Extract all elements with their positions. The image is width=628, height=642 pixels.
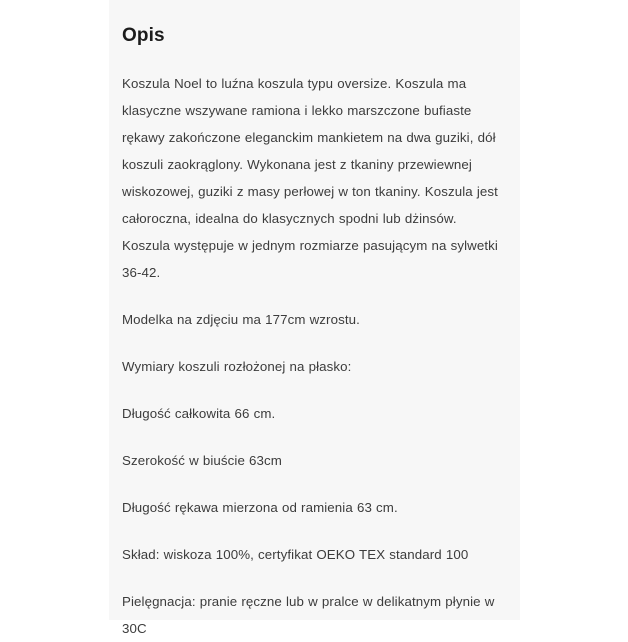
description-paragraph-model-height: Modelka na zdjęciu ma 177cm wzrostu. [122,312,360,327]
page-title: Opis [122,25,165,46]
description-paragraph-care: Pielęgnacja: pranie ręczne lub w pralce w delikatnym płynie w 30C [122,594,495,636]
description-panel [109,0,520,636]
description-paragraph-bust-width: Szerokość w biuście 63cm [122,453,282,468]
description-paragraph-intro: Koszula Noel to luźna koszula typu oversize. Koszula ma klasyczne wszywane ramiona i lekko marszczone bufiaste rękawy zakończone eleganckim mankietem na dwa guziki, dół koszuli zaokrąglony. Wykonana jest z tkaniny przewiewnej wiskozowej, guziki z masy perłowej w ton tkaniny. Koszula jest całoroczna, idealna do klasycznych spodni lub dżinsów. Koszula występuje w jednym rozmiarze pasującym na sylwetki 36-42. [122,76,498,280]
description-content [122,24,500,642]
description-paragraph-measurements-label: Wymiary koszuli rozłożonej na płasko: [122,359,352,374]
description-paragraph-sleeve-length: Długość rękawa mierzona od ramienia 63 cm. [122,500,398,515]
description-paragraph-total-length: Długość całkowita 66 cm. [122,406,276,421]
description-paragraph-composition: Skład: wiskoza 100%, certyfikat OEKO TEX standard 100 [122,547,469,562]
